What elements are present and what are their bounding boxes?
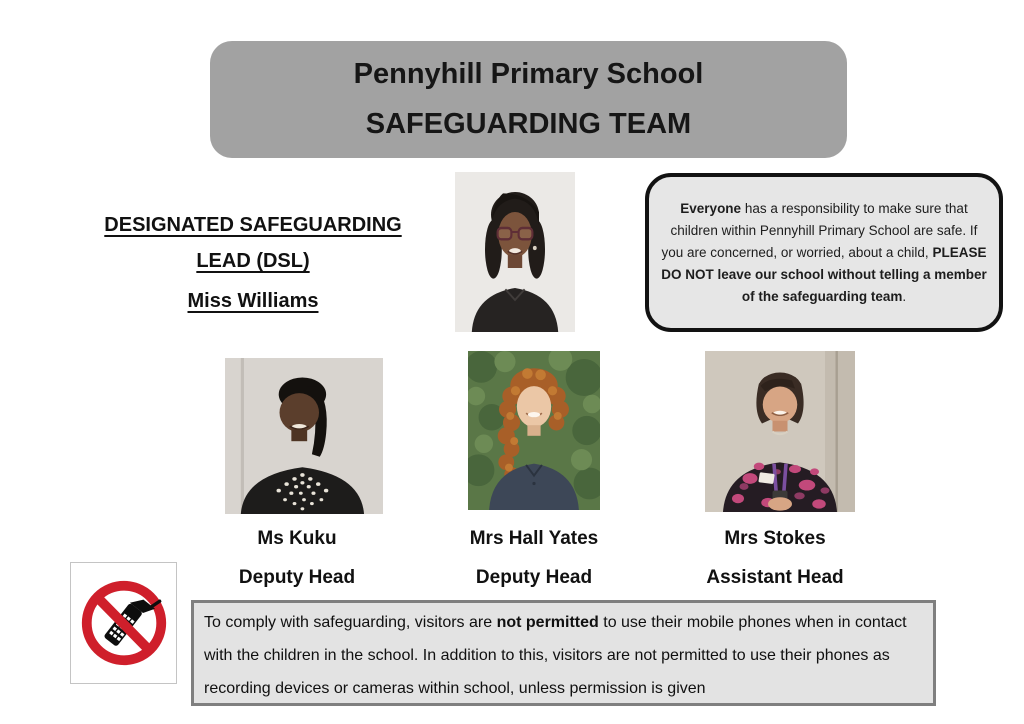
team-member-role: Assistant Head [706, 567, 844, 588]
photo-miss-williams [455, 172, 575, 332]
team-member-label-hall-yates [434, 528, 634, 589]
safeguarding-notice-box [645, 173, 1003, 332]
team-member-role: Deputy Head [238, 567, 356, 588]
photo-mrs-stokes [705, 351, 855, 512]
phone-policy-box [191, 600, 936, 706]
dsl-heading-line1: DESIGNATED SAFEGUARDING [104, 214, 402, 236]
team-member-name: Mrs Hall Yates [469, 528, 599, 549]
dsl-name: Miss Williams [187, 290, 319, 312]
team-member-name: Mrs Stokes [724, 528, 826, 549]
team-member-label-stokes [675, 528, 875, 589]
dsl-heading-line2: LEAD (DSL) [196, 250, 310, 272]
header-banner [210, 41, 847, 158]
page-subtitle: SAFEGUARDING TEAM [365, 108, 692, 140]
no-mobile-phones-sign [70, 562, 177, 684]
dsl-heading-block [103, 207, 403, 319]
portrait-mrs-stokes-illustration [705, 351, 855, 512]
phone-policy-text: To comply with safeguarding, visitors are not permitted to use their mobile phones when in contact with the children in the school. In addition to this, visitors are not permitted to use their phones as recording devices or cameras within school, unless permission is given [204, 614, 907, 697]
portrait-ms-kuku-illustration [225, 358, 383, 514]
no-mobile-phones-icon [75, 569, 173, 677]
team-member-name: Ms Kuku [257, 528, 337, 549]
photo-mrs-hall-yates [468, 351, 600, 510]
page-title: Pennyhill Primary School [353, 58, 704, 90]
portrait-mrs-hall-yates-illustration [468, 351, 600, 510]
team-member-label-kuku [197, 528, 397, 589]
portrait-miss-williams-illustration [455, 172, 575, 332]
photo-ms-kuku [225, 358, 383, 514]
safeguarding-notice-text: Everyone has a responsibility to make sure that children within Pennyhill Primary School are safe. If you are concerned, or worried, about a child, PLEASE DO NOT leave our school without telling a member of the safeguarding team. [661, 200, 987, 304]
team-member-role: Deputy Head [475, 567, 593, 588]
